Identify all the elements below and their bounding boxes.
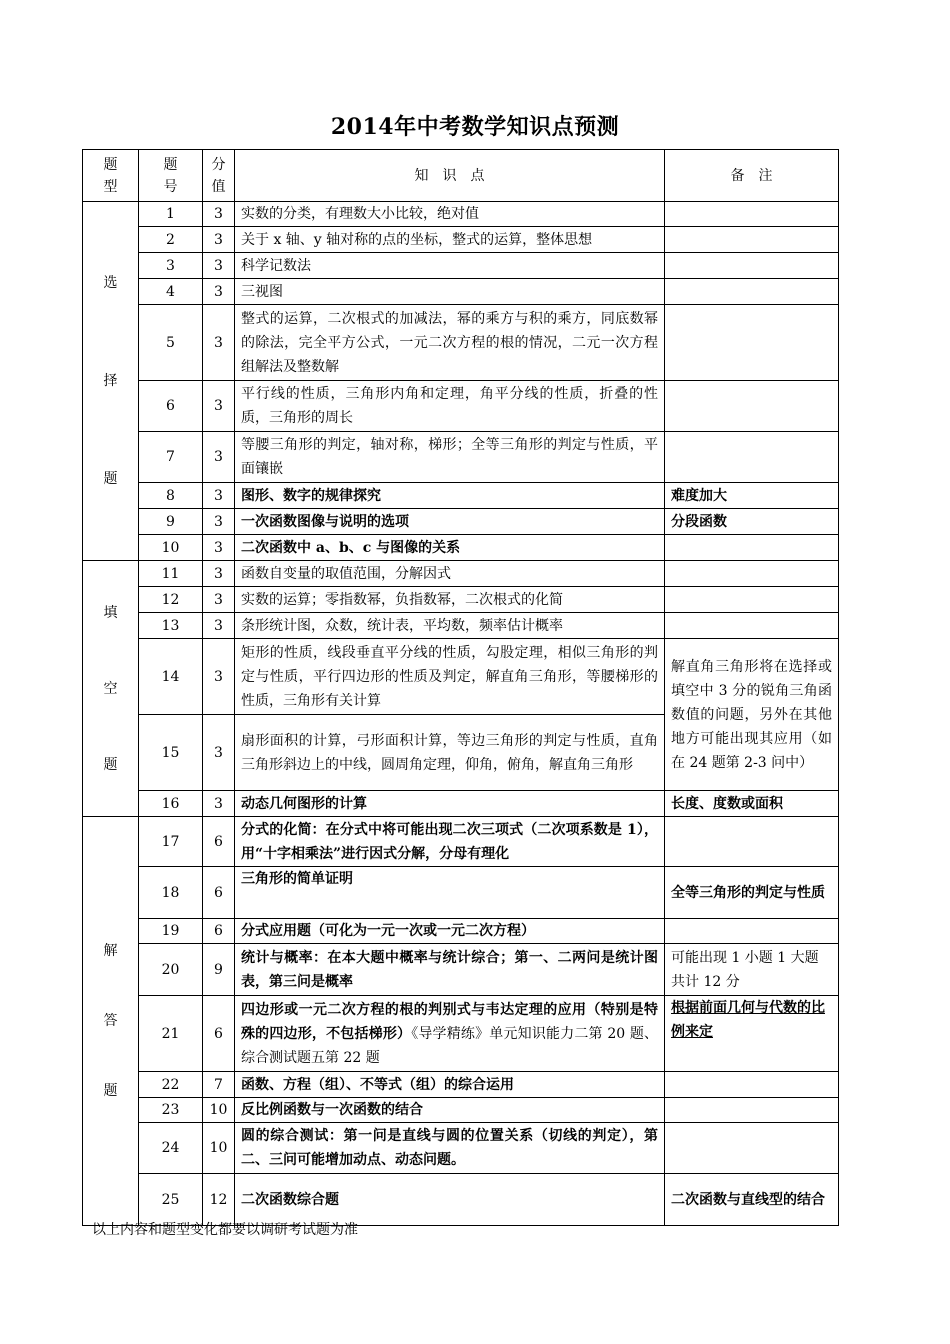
- table-row: 15 3 扇形面积的计算，弓形面积计算，等边三角形的判定与性质，直角三角形斜边上的中线，圆周角定理，仰角，俯角，解直角三角形: [83, 715, 839, 791]
- section-answer: 解 答 题: [83, 817, 139, 1226]
- table-row: 3 3 科学记数法: [83, 253, 839, 279]
- table-row: 23 10 反比例函数与一次函数的结合: [83, 1098, 839, 1123]
- table-row: 24 10 圆的综合测试：第一问是直线与圆的位置关系（切线的判定），第二、三问可能增加动点、动态问题。: [83, 1123, 839, 1174]
- header-type: 题 型: [83, 150, 139, 202]
- table-row: 13 3 条形统计图，众数，统计表，平均数，频率估计概率: [83, 613, 839, 639]
- footer-note: 以上内容和题型变化都要以调研考试题为准: [92, 1222, 358, 1238]
- table-row: 18 6 三角形的简单证明 全等三角形的判定与性质: [83, 867, 839, 919]
- table-row: 25 12 二次函数综合题 二次函数与直线型的结合: [83, 1174, 839, 1226]
- knowledge-table: [82, 149, 839, 1226]
- table-row: 7 3 等腰三角形的判定，轴对称，梯形；全等三角形的判定与性质，平面镶嵌: [83, 432, 839, 483]
- page-title: 2014年中考数学知识点预测: [330, 114, 620, 140]
- table-row: 19 6 分式应用题（可化为一元一次或一元二次方程）: [83, 919, 839, 944]
- table-row: 4 3 三视图: [83, 279, 839, 305]
- header-knowledge: 知 识 点: [235, 150, 665, 202]
- table-row: 9 3 一次函数图像与说明的选项 分段函数: [83, 509, 839, 535]
- table-row: 14 3 矩形的性质，线段垂直平分线的性质，勾股定理，相似三角形的判定与性质，平行四边形的性质及判定，解直角三角形，等腰梯形的性质，三角形有关计算 解直角三角形将在选择或填空中 3 分的锐角三角函数值的问题，另外在其他地方可能出现其应用（如在 24 题第 2-3 问中）: [83, 639, 839, 715]
- table-row: 8 3 图形、数字的规律探究 难度加大: [83, 483, 839, 509]
- table-row: 12 3 实数的运算；零指数幂，负指数幂，二次根式的化简: [83, 587, 839, 613]
- table-row: 选 择 题 1 3 实数的分类，有理数大小比较，绝对值: [83, 202, 839, 227]
- section-choice: 选 择 题: [83, 202, 139, 561]
- table-row: 2 3 关于 x 轴、y 轴对称的点的坐标，整式的运算，整体思想: [83, 227, 839, 253]
- table-row: 22 7 函数、方程（组）、不等式（组）的综合运用: [83, 1072, 839, 1098]
- section-fill: 填 空 题: [83, 561, 139, 817]
- table-row: 21 6 四边形或一元二次方程的根的判别式与韦达定理的应用（特别是特殊的四边形，不包括梯形）《导学精练》单元知识能力二第 20 题、综合测试题五第 22 题 根据前面几何与代数的比例来定: [83, 996, 839, 1072]
- table-header-row: [83, 150, 839, 202]
- table-row: 20 9 统计与概率：在本大题中概率与统计综合；第一、二两问是统计图表，第三问是概率 可能出现 1 小题 1 大题共计 12 分: [83, 944, 839, 996]
- table-row: 5 3 整式的运算，二次根式的加减法，幂的乘方与积的乘方，同底数幂的除法，完全平方公式，一元二次方程的根的情况，二元一次方程组解法及整数解: [83, 305, 839, 381]
- header-number: 题 号: [139, 150, 203, 202]
- table-row: 填 空 题 11 3 函数自变量的取值范围，分解因式: [83, 561, 839, 587]
- header-remark: 备 注: [665, 150, 839, 202]
- table-row: 解 答 题 17 6 分式的化简：在分式中将可能出现二次三项式（二次项系数是 1），用“十字相乘法”进行因式分解，分母有理化: [83, 817, 839, 867]
- table-row: 6 3 平行线的性质，三角形内角和定理，角平分线的性质，折叠的性质，三角形的周长: [83, 381, 839, 432]
- header-score: 分 值: [203, 150, 235, 202]
- table-row: 16 3 动态几何图形的计算 长度、度数或面积: [83, 791, 839, 817]
- table-row: 10 3 二次函数中 a、b、c 与图像的关系: [83, 535, 839, 561]
